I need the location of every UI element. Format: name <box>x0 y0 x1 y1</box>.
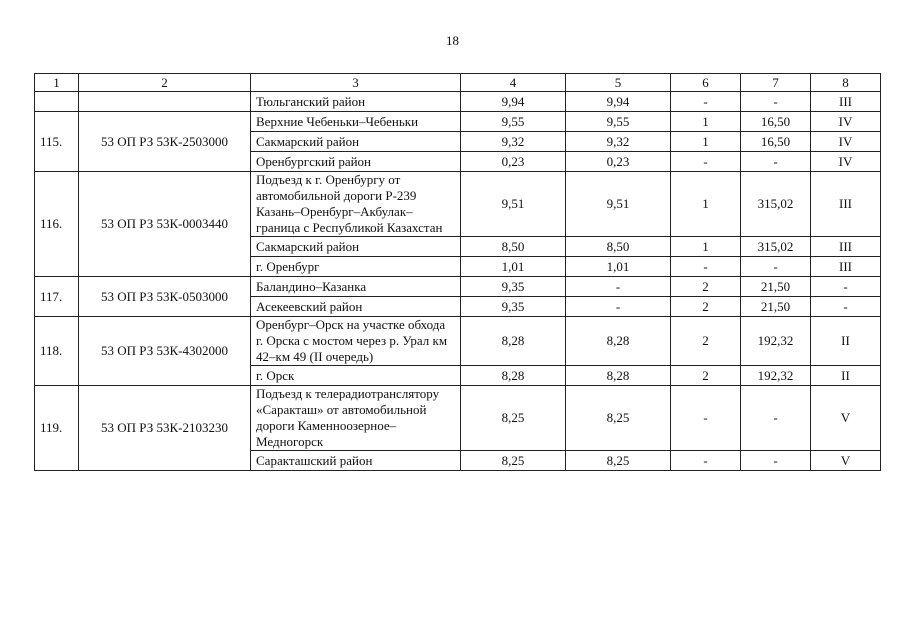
col5-cell: 1,01 <box>566 257 671 277</box>
header-cell: 6 <box>671 74 741 92</box>
col8-cell: - <box>811 297 881 317</box>
col7-cell: - <box>741 152 811 172</box>
road-code-cell: 53 ОП РЗ 53К-2103230 <box>79 386 251 471</box>
col5-cell: 8,25 <box>566 386 671 451</box>
road-name-cell: Баландино–Казанка <box>251 277 461 297</box>
road-name-cell: Оренбургский район <box>251 152 461 172</box>
col7-cell: - <box>741 257 811 277</box>
col7-cell: 16,50 <box>741 112 811 132</box>
col8-cell: III <box>811 257 881 277</box>
col5-cell: 8,28 <box>566 366 671 386</box>
col5-cell: 9,32 <box>566 132 671 152</box>
col7-cell: - <box>741 451 811 471</box>
road-name-cell: Асекеевский район <box>251 297 461 317</box>
row-number-cell <box>35 92 79 112</box>
row-number-cell: 119. <box>35 386 79 471</box>
road-name-cell: Подъезд к телерадиотранслятору «Саракташ» от автомобильной дороги Каменноозерное–Медногорск <box>251 386 461 451</box>
col6-cell: - <box>671 152 741 172</box>
road-code-cell: 53 ОП РЗ 53К-0003440 <box>79 172 251 277</box>
col4-cell: 9,32 <box>461 132 566 152</box>
header-row <box>35 74 881 92</box>
col8-cell: IV <box>811 132 881 152</box>
col8-cell: II <box>811 366 881 386</box>
col5-cell: - <box>566 297 671 317</box>
row-number-cell: 118. <box>35 317 79 386</box>
header-cell: 4 <box>461 74 566 92</box>
road-name-cell: Саракташский район <box>251 451 461 471</box>
col5-cell: 8,28 <box>566 317 671 366</box>
table-row <box>35 92 881 112</box>
road-code-cell <box>79 92 251 112</box>
col5-cell: 8,25 <box>566 451 671 471</box>
road-name-cell: Оренбург–Орск на участке обхода г. Орска с мостом через р. Урал км 42–км 49 (II очередь) <box>251 317 461 366</box>
col5-cell: - <box>566 277 671 297</box>
col5-cell: 9,51 <box>566 172 671 237</box>
col8-cell: IV <box>811 152 881 172</box>
header-cell: 8 <box>811 74 881 92</box>
col6-cell: 2 <box>671 297 741 317</box>
road-name-cell: Сакмарский район <box>251 237 461 257</box>
col4-cell: 8,25 <box>461 386 566 451</box>
col8-cell: II <box>811 317 881 366</box>
col6-cell: - <box>671 92 741 112</box>
col4-cell: 9,55 <box>461 112 566 132</box>
road-name-cell: Подъезд к г. Оренбургу от автомобильной дороги Р-239 Казань–Оренбург–Акбулак–граница с Республикой Казахстан <box>251 172 461 237</box>
col4-cell: 0,23 <box>461 152 566 172</box>
col5-cell: 9,94 <box>566 92 671 112</box>
road-code-cell: 53 ОП РЗ 53К-4302000 <box>79 317 251 386</box>
col4-cell: 9,35 <box>461 297 566 317</box>
col8-cell: III <box>811 92 881 112</box>
col4-cell: 9,94 <box>461 92 566 112</box>
col6-cell: 2 <box>671 366 741 386</box>
road-name-cell: Тюльганский район <box>251 92 461 112</box>
header-cell: 3 <box>251 74 461 92</box>
col6-cell: - <box>671 257 741 277</box>
col7-cell: 16,50 <box>741 132 811 152</box>
road-name-cell: г. Оренбург <box>251 257 461 277</box>
road-code-cell: 53 ОП РЗ 53К-0503000 <box>79 277 251 317</box>
col5-cell: 8,50 <box>566 237 671 257</box>
col6-cell: - <box>671 386 741 451</box>
col6-cell: - <box>671 451 741 471</box>
col7-cell: - <box>741 92 811 112</box>
table-row <box>35 277 881 297</box>
road-code-cell: 53 ОП РЗ 53К-2503000 <box>79 112 251 172</box>
header-cell: 1 <box>35 74 79 92</box>
page-number: 18 <box>446 33 459 48</box>
row-number-cell: 115. <box>35 112 79 172</box>
col7-cell: 21,50 <box>741 277 811 297</box>
col8-cell: - <box>811 277 881 297</box>
col6-cell: 2 <box>671 277 741 297</box>
col7-cell: 315,02 <box>741 172 811 237</box>
col4-cell: 8,28 <box>461 366 566 386</box>
table-row <box>35 172 881 237</box>
col4-cell: 8,25 <box>461 451 566 471</box>
col4-cell: 9,35 <box>461 277 566 297</box>
col7-cell: 192,32 <box>741 366 811 386</box>
col4-cell: 8,28 <box>461 317 566 366</box>
table-row <box>35 386 881 451</box>
header-cell: 2 <box>79 74 251 92</box>
row-number-cell: 117. <box>35 277 79 317</box>
col6-cell: 1 <box>671 112 741 132</box>
col7-cell: 21,50 <box>741 297 811 317</box>
col6-cell: 1 <box>671 132 741 152</box>
header-cell: 7 <box>741 74 811 92</box>
col6-cell: 1 <box>671 237 741 257</box>
table-row <box>35 112 881 132</box>
col7-cell: - <box>741 386 811 451</box>
col4-cell: 1,01 <box>461 257 566 277</box>
col8-cell: V <box>811 451 881 471</box>
col5-cell: 0,23 <box>566 152 671 172</box>
header-cell: 5 <box>566 74 671 92</box>
col8-cell: III <box>811 237 881 257</box>
row-number-cell: 116. <box>35 172 79 277</box>
road-name-cell: г. Орск <box>251 366 461 386</box>
col7-cell: 192,32 <box>741 317 811 366</box>
road-name-cell: Верхние Чебеньки–Чебеньки <box>251 112 461 132</box>
col5-cell: 9,55 <box>566 112 671 132</box>
roads-table <box>34 73 881 471</box>
table-row <box>35 317 881 366</box>
col7-cell: 315,02 <box>741 237 811 257</box>
col8-cell: V <box>811 386 881 451</box>
col6-cell: 2 <box>671 317 741 366</box>
col6-cell: 1 <box>671 172 741 237</box>
col8-cell: IV <box>811 112 881 132</box>
road-name-cell: Сакмарский район <box>251 132 461 152</box>
col8-cell: III <box>811 172 881 237</box>
col4-cell: 9,51 <box>461 172 566 237</box>
col4-cell: 8,50 <box>461 237 566 257</box>
